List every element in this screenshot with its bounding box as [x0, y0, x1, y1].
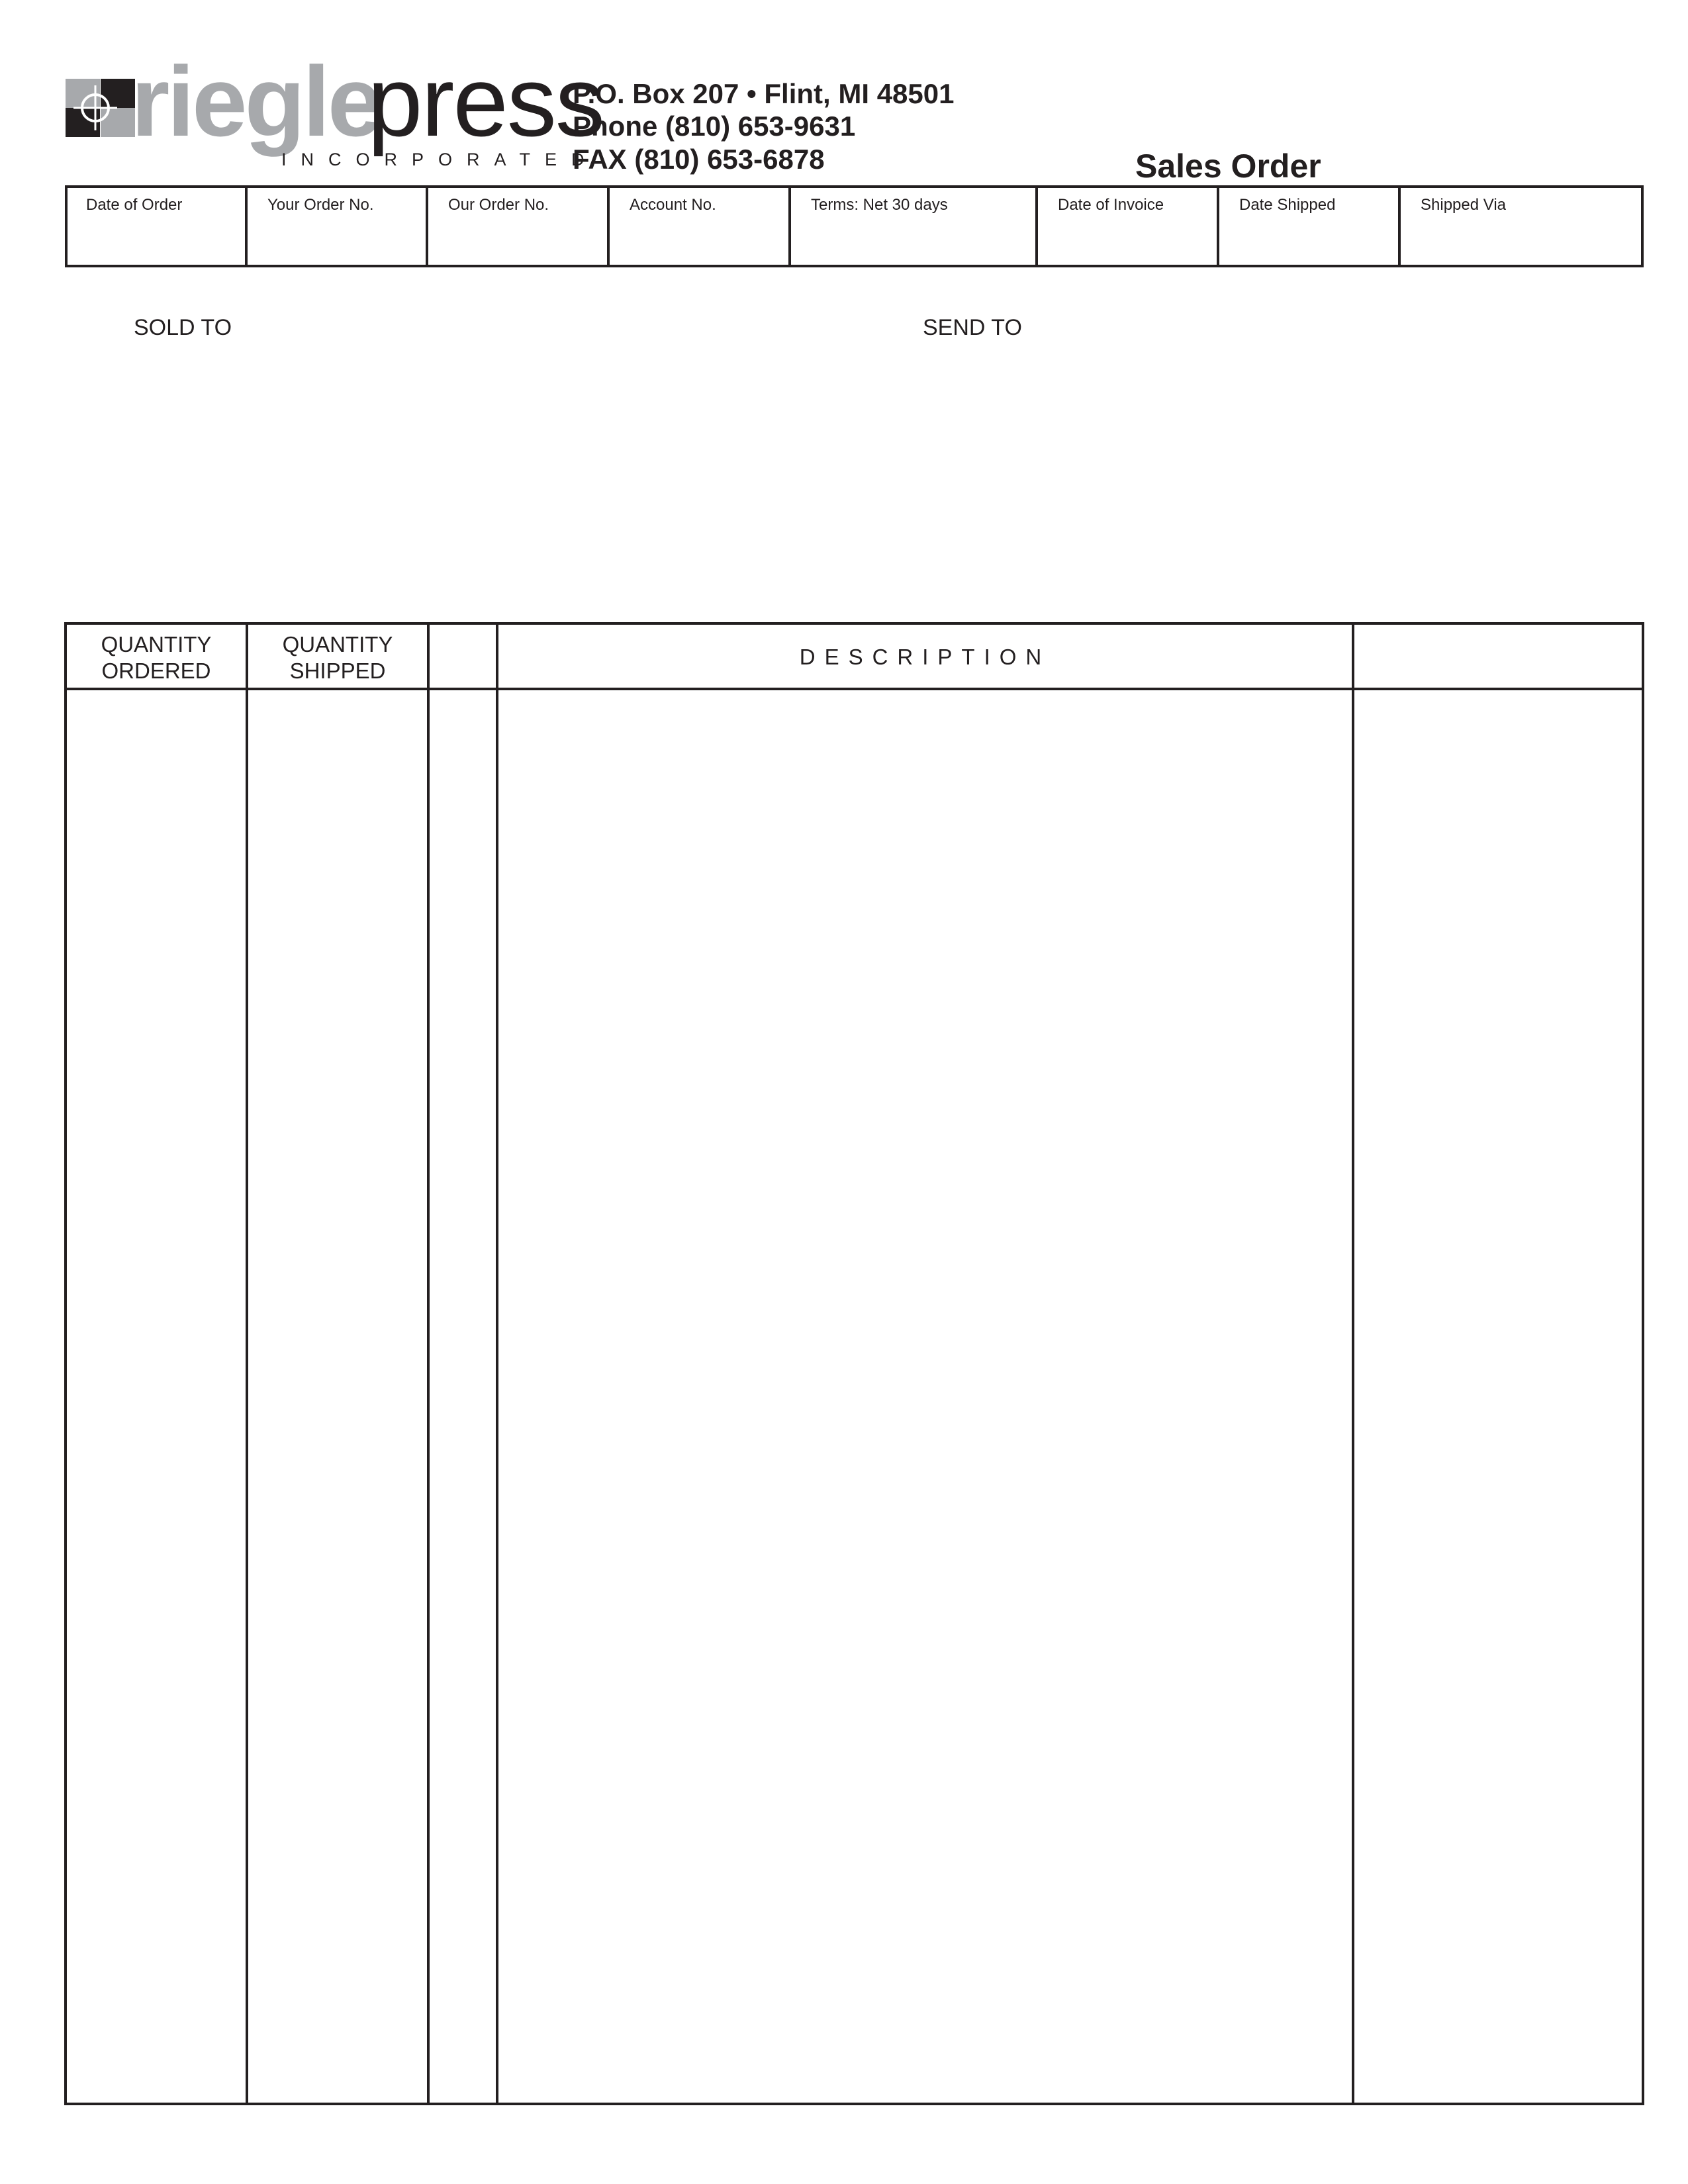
field-your-order-no: Your Order No. — [267, 196, 374, 214]
field-date-shipped: Date Shipped — [1239, 196, 1336, 214]
info-divider — [245, 188, 248, 265]
col-header-line: QUANTITY — [101, 632, 212, 657]
column-divider — [246, 625, 248, 2103]
col-header-line: QUANTITY — [282, 632, 393, 657]
field-terms: Terms: Net 30 days — [811, 196, 948, 214]
field-our-order-no: Our Order No. — [448, 196, 549, 214]
field-shipped-via: Shipped Via — [1421, 196, 1506, 214]
order-info-table — [65, 185, 1644, 267]
sold-to-label: SOLD TO — [134, 315, 232, 340]
info-divider — [1398, 188, 1401, 265]
info-divider — [788, 188, 791, 265]
info-divider — [1035, 188, 1038, 265]
quartered-square-target-icon — [66, 79, 135, 137]
column-divider — [427, 625, 430, 2103]
line-items-table — [64, 622, 1644, 2105]
info-divider — [426, 188, 428, 265]
info-divider — [607, 188, 610, 265]
field-account-no: Account No. — [630, 196, 716, 214]
send-to-label: SEND TO — [923, 315, 1022, 340]
logo-wordmark-press: press — [367, 46, 604, 157]
col-header-line: SHIPPED — [289, 659, 386, 683]
logo-incorporated: INCORPORATED — [281, 150, 599, 169]
field-date-of-invoice: Date of Invoice — [1058, 196, 1164, 214]
column-divider — [496, 625, 498, 2103]
col-header-line: ORDERED — [101, 659, 211, 683]
col-header-description: DESCRIPTION — [799, 645, 1051, 669]
form-title: Sales Order — [1135, 148, 1321, 185]
column-divider — [1352, 625, 1354, 2103]
company-phone: Phone (810) 653-9631 — [573, 111, 856, 142]
col-header-quantity-shipped — [248, 631, 427, 684]
field-date-of-order: Date of Order — [86, 196, 183, 214]
info-divider — [1217, 188, 1219, 265]
logo-wordmark-riegle: riegle — [131, 46, 381, 157]
company-fax: FAX (810) 653-6878 — [573, 144, 825, 175]
header-rule — [67, 688, 1642, 690]
col-header-quantity-ordered — [67, 631, 246, 684]
company-address: P.O. Box 207 • Flint, MI 48501 — [573, 78, 955, 109]
